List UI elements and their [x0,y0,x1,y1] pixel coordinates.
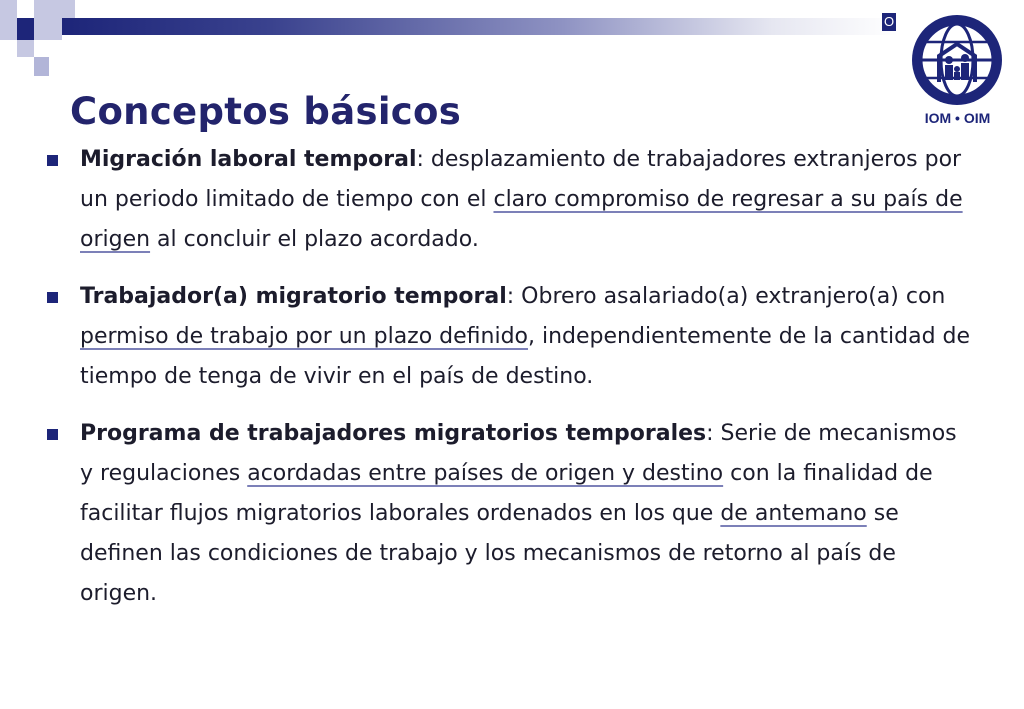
iom-globe-logo-icon [905,14,1010,110]
list-item [44,277,974,397]
bullet-term: Migración laboral temporal [80,147,417,172]
bullet-list [44,140,974,631]
bullet-term: Programa de trabajadores migratorios temporales [80,421,707,446]
list-item [44,414,974,614]
bullet-text [80,277,974,397]
underlined-phrase: claro compromiso de regresar a su país de origen [80,187,963,252]
bullet-text-part: : Serie de mecanismos y regulaciones [80,421,957,486]
bullet-text-part: al concluir el plazo acordado. [150,227,479,252]
page-title: Conceptos básicos [70,90,462,133]
bullet-term: Trabajador(a) migratorio temporal [80,284,507,309]
bullet-text [80,140,974,260]
bullet-text-part: con la finalidad de facilitar flujos migratorios laborales ordenados en los que [80,461,933,526]
corner-decoration [0,0,76,76]
header-gradient-bar [62,18,898,35]
logo-caption: IOM • OIM [924,110,991,126]
corner-mark: O [883,14,895,29]
bullet-text-part: , independientemente de la cantidad de tiempo de tenga de vivir en el país de destino. [80,324,971,389]
bullet-text-part: : Obrero asalariado(a) extranjero(a) con [506,284,946,309]
iom-logo [905,14,1010,130]
underlined-phrase: permiso de trabajo por un plazo definido [80,324,529,349]
bullet-square-icon [47,292,58,303]
underlined-phrase: de antemano [720,501,867,526]
list-item [44,140,974,260]
bullet-square-icon [47,155,58,166]
bullet-text [80,414,974,614]
bullet-text-part: se definen las condiciones de trabajo y los mecanismos de retorno al país de origen. [80,501,899,606]
underlined-phrase: acordadas entre países de origen y destino [247,461,724,486]
bullet-text-part: : desplazamiento de trabajadores extranjeros por un periodo limitado de tiempo con el [80,147,962,212]
bullet-square-icon [47,429,58,440]
